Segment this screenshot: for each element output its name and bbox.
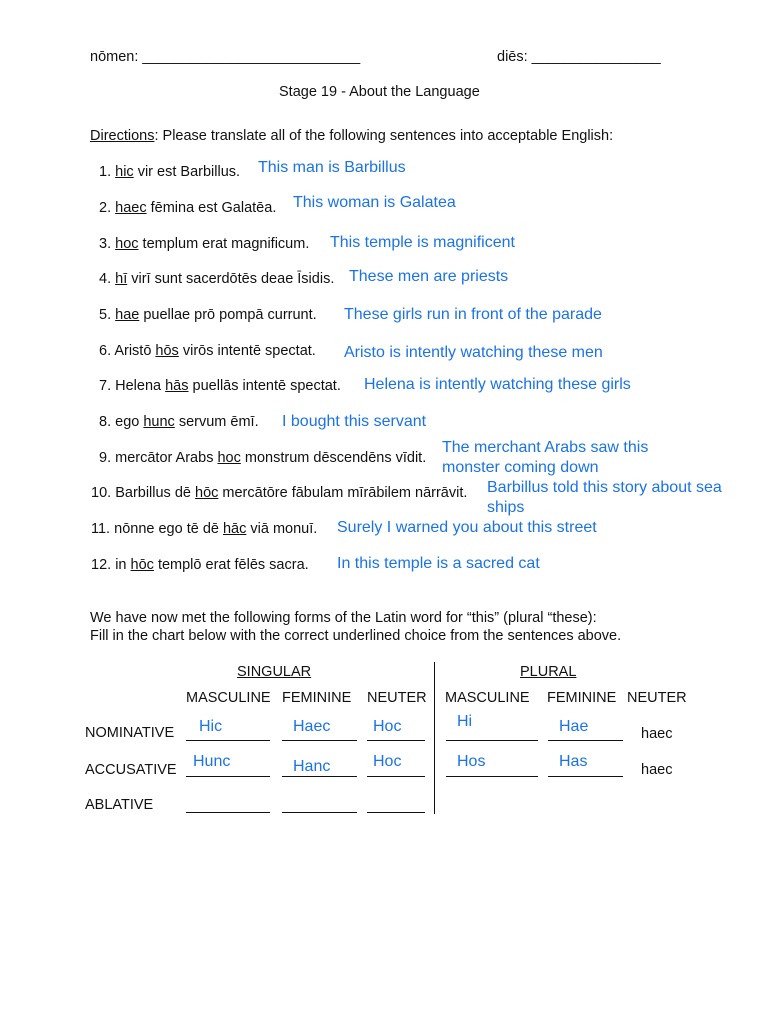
sentence-number: 8. [99,414,112,430]
sentence-10 [91,484,467,502]
cell-abl-sing-masc[interactable] [186,812,270,813]
sentence-rest: mercātōre fābulam mīrābilem nārrāvit. [218,485,468,501]
sentence-start: mercātor Arabs [115,450,218,466]
sentence-6 [99,342,316,360]
forms-intro-line-1: We have now met the following forms of the Latin word for “this” (plural “these): [90,610,597,626]
answer-1[interactable]: This man is Barbillus [258,159,406,176]
sentence-start: Aristō [114,343,156,359]
sentence-rest: fēmina est Galatēa. [146,200,277,216]
answer-line: The merchant Arabs saw this [442,439,649,456]
answer-2[interactable]: This woman is Galatea [293,194,456,211]
cell-acc-plur-neut: haec [641,762,673,778]
chart-divider [434,662,435,814]
page-title: Stage 19 - About the Language [279,84,480,100]
date-label: diēs: [497,49,528,65]
demonstrative-word: hoc [115,236,139,252]
sentence-number: 12. [91,557,112,573]
cell-nom-plur-masc[interactable]: Hi [457,713,473,730]
directions-text: : Please translate all of the following sentences into acceptable English: [154,128,614,144]
sentence-4 [99,270,334,288]
forms-intro-line-2: Fill in the chart below with the correct underlined choice from the sentences above. [90,628,622,644]
cell-acc-sing-masc[interactable]: Hunc [193,753,231,770]
sentence-number: 9. [99,450,112,466]
sentence-number: 6. [99,343,112,359]
demonstrative-word: hoc [217,450,241,466]
sentence-11 [91,520,317,538]
sentence-5 [99,306,317,324]
sentence-12 [91,556,309,574]
answer-9[interactable] [442,438,648,478]
col-header-plur-feminine: FEMININE [547,690,617,706]
answer-6[interactable]: Aristo is intently watching these men [344,344,603,361]
sentence-3 [99,235,309,253]
answer-line: ships [487,499,525,516]
demonstrative-word: hōc [130,557,154,573]
answer-11[interactable]: Surely I warned you about this street [337,519,597,536]
sentence-start: in [115,557,131,573]
demonstrative-word: hunc [143,414,175,430]
sentence-8 [99,413,259,431]
demonstrative-word: hic [115,164,134,180]
blank-line [367,776,425,777]
sentence-number: 3. [99,236,112,252]
demonstrative-word: hōs [155,343,179,359]
sentence-number: 5. [99,307,112,323]
name-field[interactable] [90,48,360,66]
row-label-ablative: ABLATIVE [85,797,154,813]
sentence-start: nōnne ego tē dē [114,521,223,537]
singular-heading: SINGULAR [237,664,312,680]
col-header-plur-masculine: MASCULINE [445,690,530,706]
col-header-plur-neuter: NEUTER [627,690,687,706]
name-blank: ___________________________ [142,49,361,65]
date-field[interactable] [497,48,661,66]
demonstrative-word: haec [115,200,147,216]
sentence-start: ego [115,414,144,430]
answer-7[interactable]: Helena is intently watching these girls [364,376,631,393]
blank-line [186,776,270,777]
answer-line: monster coming down [442,459,599,476]
directions [90,127,613,145]
cell-abl-sing-fem[interactable] [282,812,357,813]
cell-nom-plur-neut: haec [641,726,673,742]
sentence-number: 2. [99,200,112,216]
sentence-rest: monstrum dēscendēns vīdit. [240,450,427,466]
sentence-number: 7. [99,378,112,394]
answer-line: Barbillus told this story about sea [487,479,722,496]
row-label-accusative: ACCUSATIVE [85,762,177,778]
col-header-sing-neuter: NEUTER [367,690,427,706]
sentence-rest: puellās intentē spectat. [188,378,341,394]
sentence-rest: templō erat fēlēs sacra. [153,557,309,573]
blank-line [446,740,538,741]
cell-nom-plur-fem[interactable]: Hae [559,718,589,735]
answer-10[interactable] [487,478,722,518]
blank-line [548,776,623,777]
sentence-1 [99,163,240,181]
sentence-rest: virī sunt sacerdōtēs deae Īsidis. [127,271,335,287]
date-blank: ________________ [531,49,661,65]
col-header-sing-feminine: FEMININE [282,690,352,706]
blank-line [367,740,425,741]
plural-heading: PLURAL [520,664,577,680]
sentence-number: 11. [91,521,111,537]
answer-5[interactable]: These girls run in front of the parade [344,306,602,323]
answer-12[interactable]: In this temple is a sacred cat [337,555,540,572]
cell-acc-plur-masc[interactable]: Hos [457,753,486,770]
blank-line [446,776,538,777]
demonstrative-word: hās [165,378,189,394]
demonstrative-word: hāc [222,521,247,537]
sentence-number: 10. [91,485,112,501]
col-header-sing-masculine: MASCULINE [186,690,271,706]
demonstrative-word: hōc [195,485,219,501]
sentence-start: Barbillus dē [115,485,195,501]
demonstrative-word: hī [115,271,128,287]
row-label-nominative: NOMINATIVE [85,725,175,741]
cell-acc-sing-fem[interactable]: Hanc [293,758,331,775]
sentence-rest: vir est Barbillus. [133,164,241,180]
sentence-rest: viā monuī. [246,521,318,537]
cell-acc-sing-neut[interactable]: Hoc [373,753,402,770]
answer-3[interactable]: This temple is magnificent [330,234,515,251]
blank-line [548,740,623,741]
directions-label: Directions [90,128,155,144]
cell-nom-sing-neut[interactable]: Hoc [373,718,402,735]
sentence-start: Helena [115,378,166,394]
cell-acc-plur-fem[interactable]: Has [559,753,588,770]
sentence-7 [99,377,341,395]
sentence-9 [99,449,426,467]
cell-nom-sing-fem[interactable]: Haec [293,718,331,735]
sentence-number: 4. [99,271,112,287]
sentence-rest: templum erat magnificum. [138,236,310,252]
answer-4[interactable]: These men are priests [349,268,509,285]
demonstrative-word: hae [115,307,140,323]
cell-nom-sing-masc[interactable]: Hic [199,718,223,735]
answer-8[interactable]: I bought this servant [282,413,427,430]
sentence-rest: servum ēmī. [174,414,259,430]
sentence-number: 1. [99,164,112,180]
blank-line [282,740,357,741]
sentence-rest: puellae prō pompā currunt. [139,307,317,323]
blank-line [186,740,270,741]
name-label: nōmen: [90,49,139,65]
sentence-rest: virōs intentē spectat. [178,343,316,359]
cell-abl-sing-neut[interactable] [367,812,425,813]
sentence-2 [99,199,276,217]
